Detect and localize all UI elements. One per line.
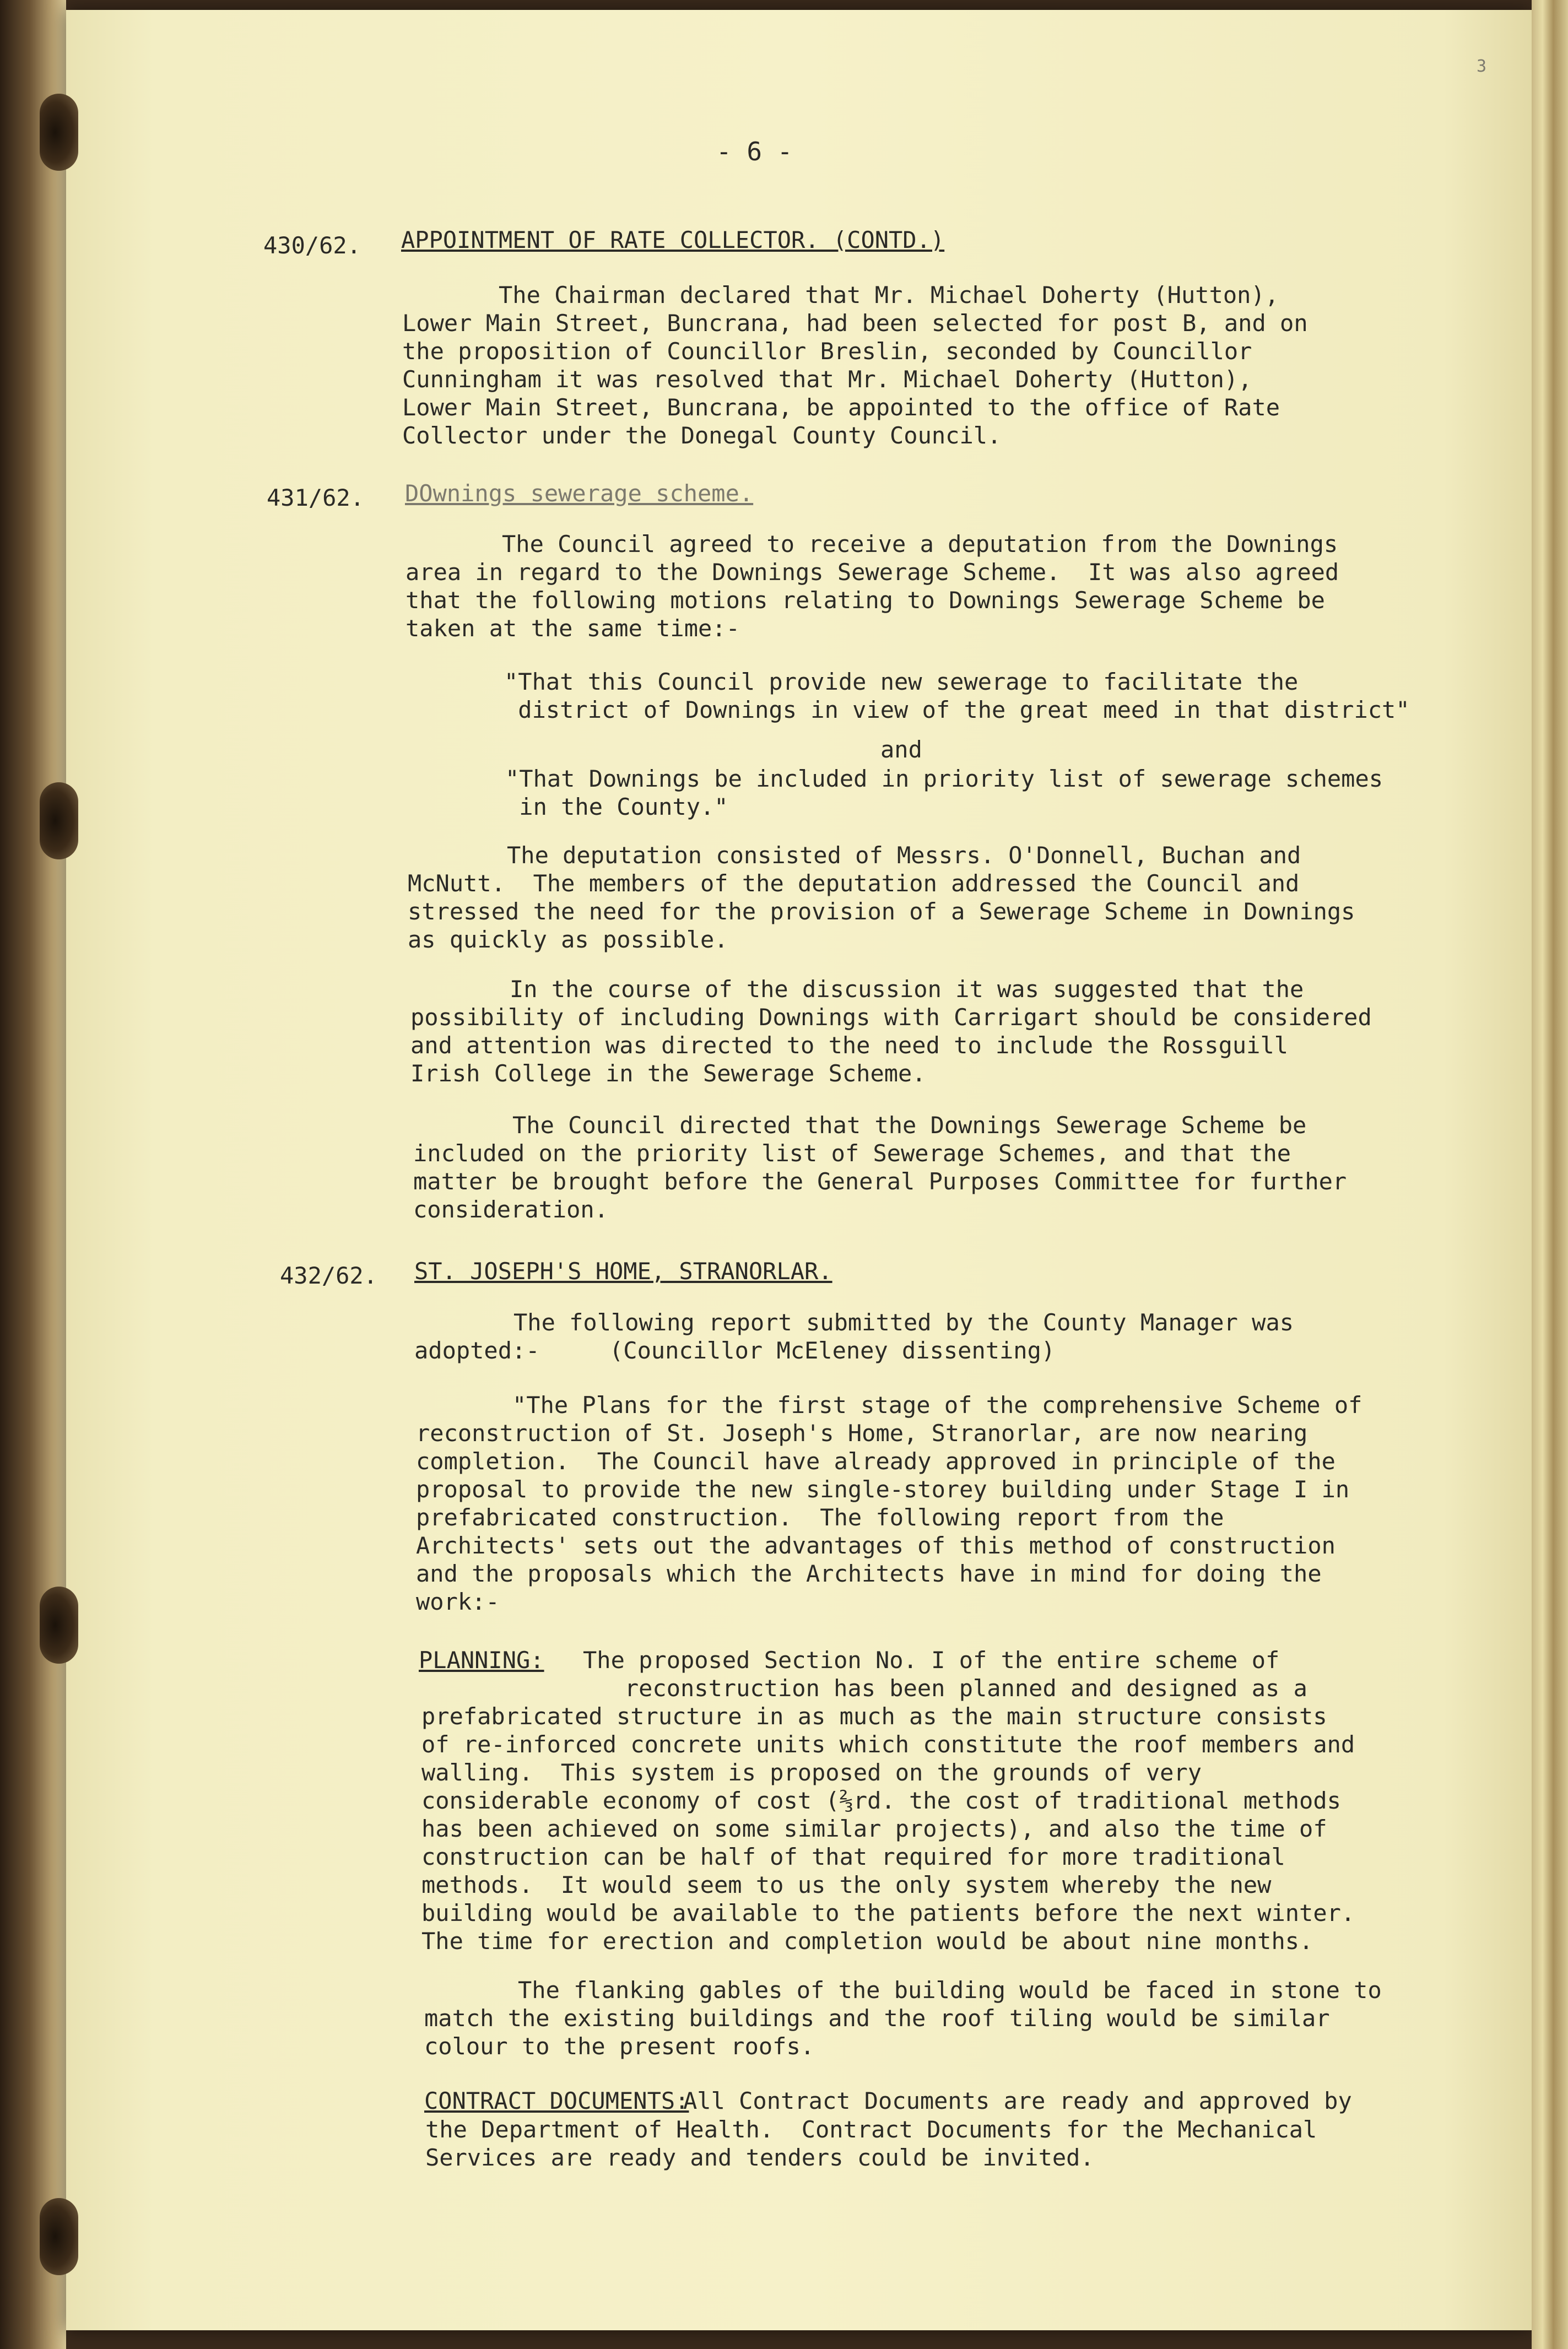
- minute-number-431: 431/62.: [267, 484, 365, 511]
- planning-label: PLANNING:: [419, 1647, 544, 1674]
- paragraph-council-directed: The Council directed that the Downings Sewerage Scheme be included on the priority list of Sewerage Schemes, and that the matter be brought before the General Purposes Committee for further consideration.: [413, 1112, 1347, 1223]
- contract-documents-label: CONTRACT DOCUMENTS:: [424, 2087, 689, 2114]
- paragraph-flanking-gables: The flanking gables of the building would be faced in stone to match the existing buildings and the roof tiling would be similar colour to the present roofs.: [424, 1977, 1382, 2060]
- contract-first-line: All Contract Documents are ready and approved by: [683, 2087, 1352, 2114]
- paragraph-deputation-members: The deputation consisted of Messrs. O'Donnell, Buchan and McNutt. The members of the deputation addressed the Council and stressed the need for the provision of a Sewerage Scheme in Downings as quickly as possible.: [408, 842, 1355, 953]
- margin-mark: 3: [1477, 57, 1487, 76]
- paragraph-discussion: In the course of the discussion it was suggested that the possibility of including Downings with Carrigart should be considered and attention was directed to the need to include the Rossguill Irish College in the Sewerage Scheme.: [410, 976, 1372, 1087]
- paragraph-rate-collector: The Chairman declared that Mr. Michael Doherty (Hutton), Lower Main Street, Buncrana, had been selected for post B, and on the proposition of Councillor Breslin, seconded by Councillor Cunningham it was resolved that Mr. Michael Doherty (Hutton), Lower Main Street, Buncrana, be appointed to the office of Rate Collector under the Donegal County Council.: [402, 282, 1308, 449]
- paragraph-planning: prefabricated structure in as much as the main structure consists of re-inforced concrete units which constitute the roof members and walling. This system is proposed on the grounds of very considerable economy of cost (⅔rd. the cost of traditional methods has been achieved on some similar projects), and also the time of construction can be half of that required for more traditional methods. It would seem to us the only system whereby the new building would be available to the patients before the next winter. The time for erection and completion would be about nine months.: [421, 1703, 1355, 1955]
- paragraph-plans-quote: "The Plans for the first stage of the comprehensive Scheme of reconstruction of St. Joseph's Home, Stranorlar, are now nearing completion. The Council have already approved in principle of the proposal to provide the new single-storey building under Stage I in prefabricated construction. The following report from the Architects' sets out the advantages of this method of construction and the proposals which the Architects have in mind for doing the work:-: [416, 1392, 1362, 1615]
- heading-downings-sewerage: DOwnings sewerage scheme.: [405, 480, 754, 507]
- heading-rate-collector: APPOINTMENT OF RATE COLLECTOR. (CONTD.): [401, 226, 945, 253]
- paragraph-report-adopted: The following report submitted by the County Manager was adopted:- (Councillor McEleney dissenting): [414, 1309, 1294, 1364]
- paragraph-deputation-agreed: The Council agreed to receive a deputation from the Downings area in regard to the Downings Sewerage Scheme. It was also agreed that the following motions relating to Downings Sewerage Scheme be taken at the same time:-: [405, 531, 1339, 642]
- heading-st-josephs-home: ST. JOSEPH'S HOME, STRANORLAR.: [414, 1258, 832, 1285]
- page-number: - 6 -: [716, 137, 793, 166]
- motion-new-sewerage: "That this Council provide new sewerage to facilitate the district of Downings in view of the great meed in that district": [504, 668, 1410, 723]
- planning-first-lines: The proposed Section No. I of the entire scheme of reconstruction has been planned and designed as a: [583, 1647, 1307, 1702]
- motion-and: and: [880, 736, 922, 763]
- motion-priority-list: "That Downings be included in priority list of sewerage schemes in the County.": [505, 765, 1383, 820]
- minute-number-430: 430/62.: [263, 232, 361, 259]
- minute-number-432: 432/62.: [280, 1262, 378, 1289]
- paragraph-contract-documents: the Department of Health. Contract Documents for the Mechanical Services are ready and tenders could be invited.: [425, 2116, 1317, 2171]
